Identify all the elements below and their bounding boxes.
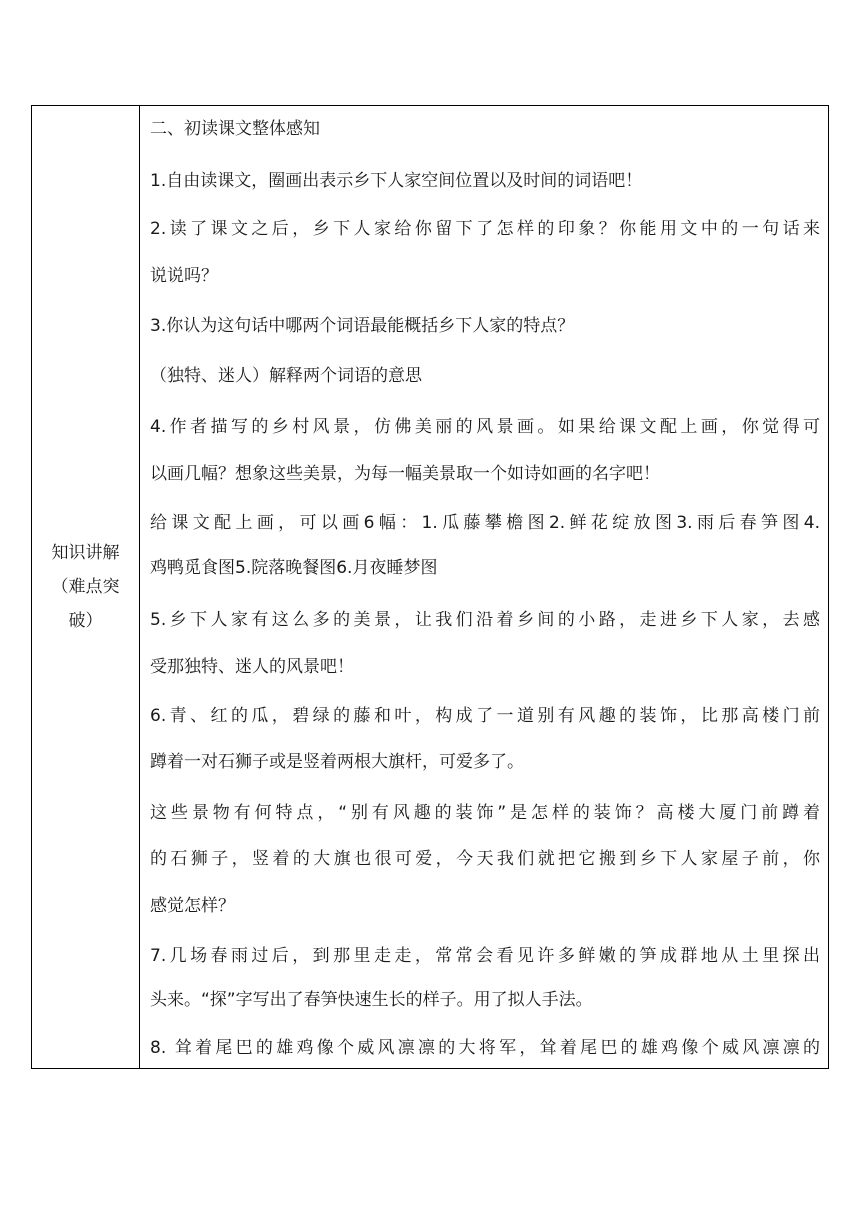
text-line: 2.读了课文之后，乡下人家给你留下了怎样的印象？你能用文中的一句话来 <box>150 219 820 239</box>
text-line: 给课文配上画，可以画6幅：1.瓜藤攀檐图2.鲜花绽放图3.雨后春笋图4. <box>150 513 820 533</box>
text-line: 以画几幅？想象这些美景，为每一幅美景取一个如诗如画的名字吧！ <box>150 464 660 484</box>
text-line: 3.你认为这句话中哪两个词语最能概括乡下人家的特点？ <box>150 316 575 336</box>
lesson-table <box>31 105 829 1069</box>
text-line: 二、初读课文整体感知 <box>150 119 320 139</box>
text-line: 这些景物有何特点，“别有风趣的装饰”是怎样的装饰？高楼大厦门前蹲着 <box>150 803 820 823</box>
section-label-cell <box>32 106 140 1068</box>
text-line: （独特、迷人）解释两个词语的意思 <box>150 366 422 386</box>
text-line: 蹲着一对石狮子或是竖着两根大旗杆，可爱多了。 <box>150 752 524 772</box>
text-line: 受那独特、迷人的风景吧！ <box>150 657 354 677</box>
section-label-line-2: （难点突 <box>51 577 120 597</box>
text-line: 头来。“探”字写出了春笋快速生长的样子。用了拟人手法。 <box>150 990 593 1010</box>
text-line: 4.作者描写的乡村风景，仿佛美丽的风景画。如果给课文配上画，你觉得可 <box>150 417 820 437</box>
text-line: 感觉怎样？ <box>150 896 235 916</box>
text-line: 8. 耸着尾巴的雄鸡像个威风凛凛的大将军，耸着尾巴的雄鸡像个威风凛凛的 <box>150 1038 820 1058</box>
text-line: 鸡鸭觅食图5.院落晚餐图6.月夜睡梦图 <box>150 558 438 578</box>
text-line: 的石狮子，竖着的大旗也很可爱，今天我们就把它搬到乡下人家屋子前，你 <box>150 849 820 869</box>
text-line: 7.几场春雨过后，到那里走走，常常会看见许多鲜嫩的笋成群地从土里探出 <box>150 946 820 966</box>
text-line: 6.青、红的瓜，碧绿的藤和叶，构成了一道别有风趣的装饰，比那高楼门前 <box>150 706 820 726</box>
section-label-line-3: 破） <box>68 611 103 631</box>
text-line: 说说吗？ <box>150 266 218 286</box>
text-line: 5.乡下人家有这么多的美景，让我们沿着乡间的小路，走进乡下人家，去感 <box>150 610 820 630</box>
text-line: 1.自由读课文，圈画出表示乡下人家空间位置以及时间的词语吧！ <box>150 171 643 191</box>
content-cell <box>140 106 828 1068</box>
section-label-line-1: 知识讲解 <box>51 543 120 563</box>
